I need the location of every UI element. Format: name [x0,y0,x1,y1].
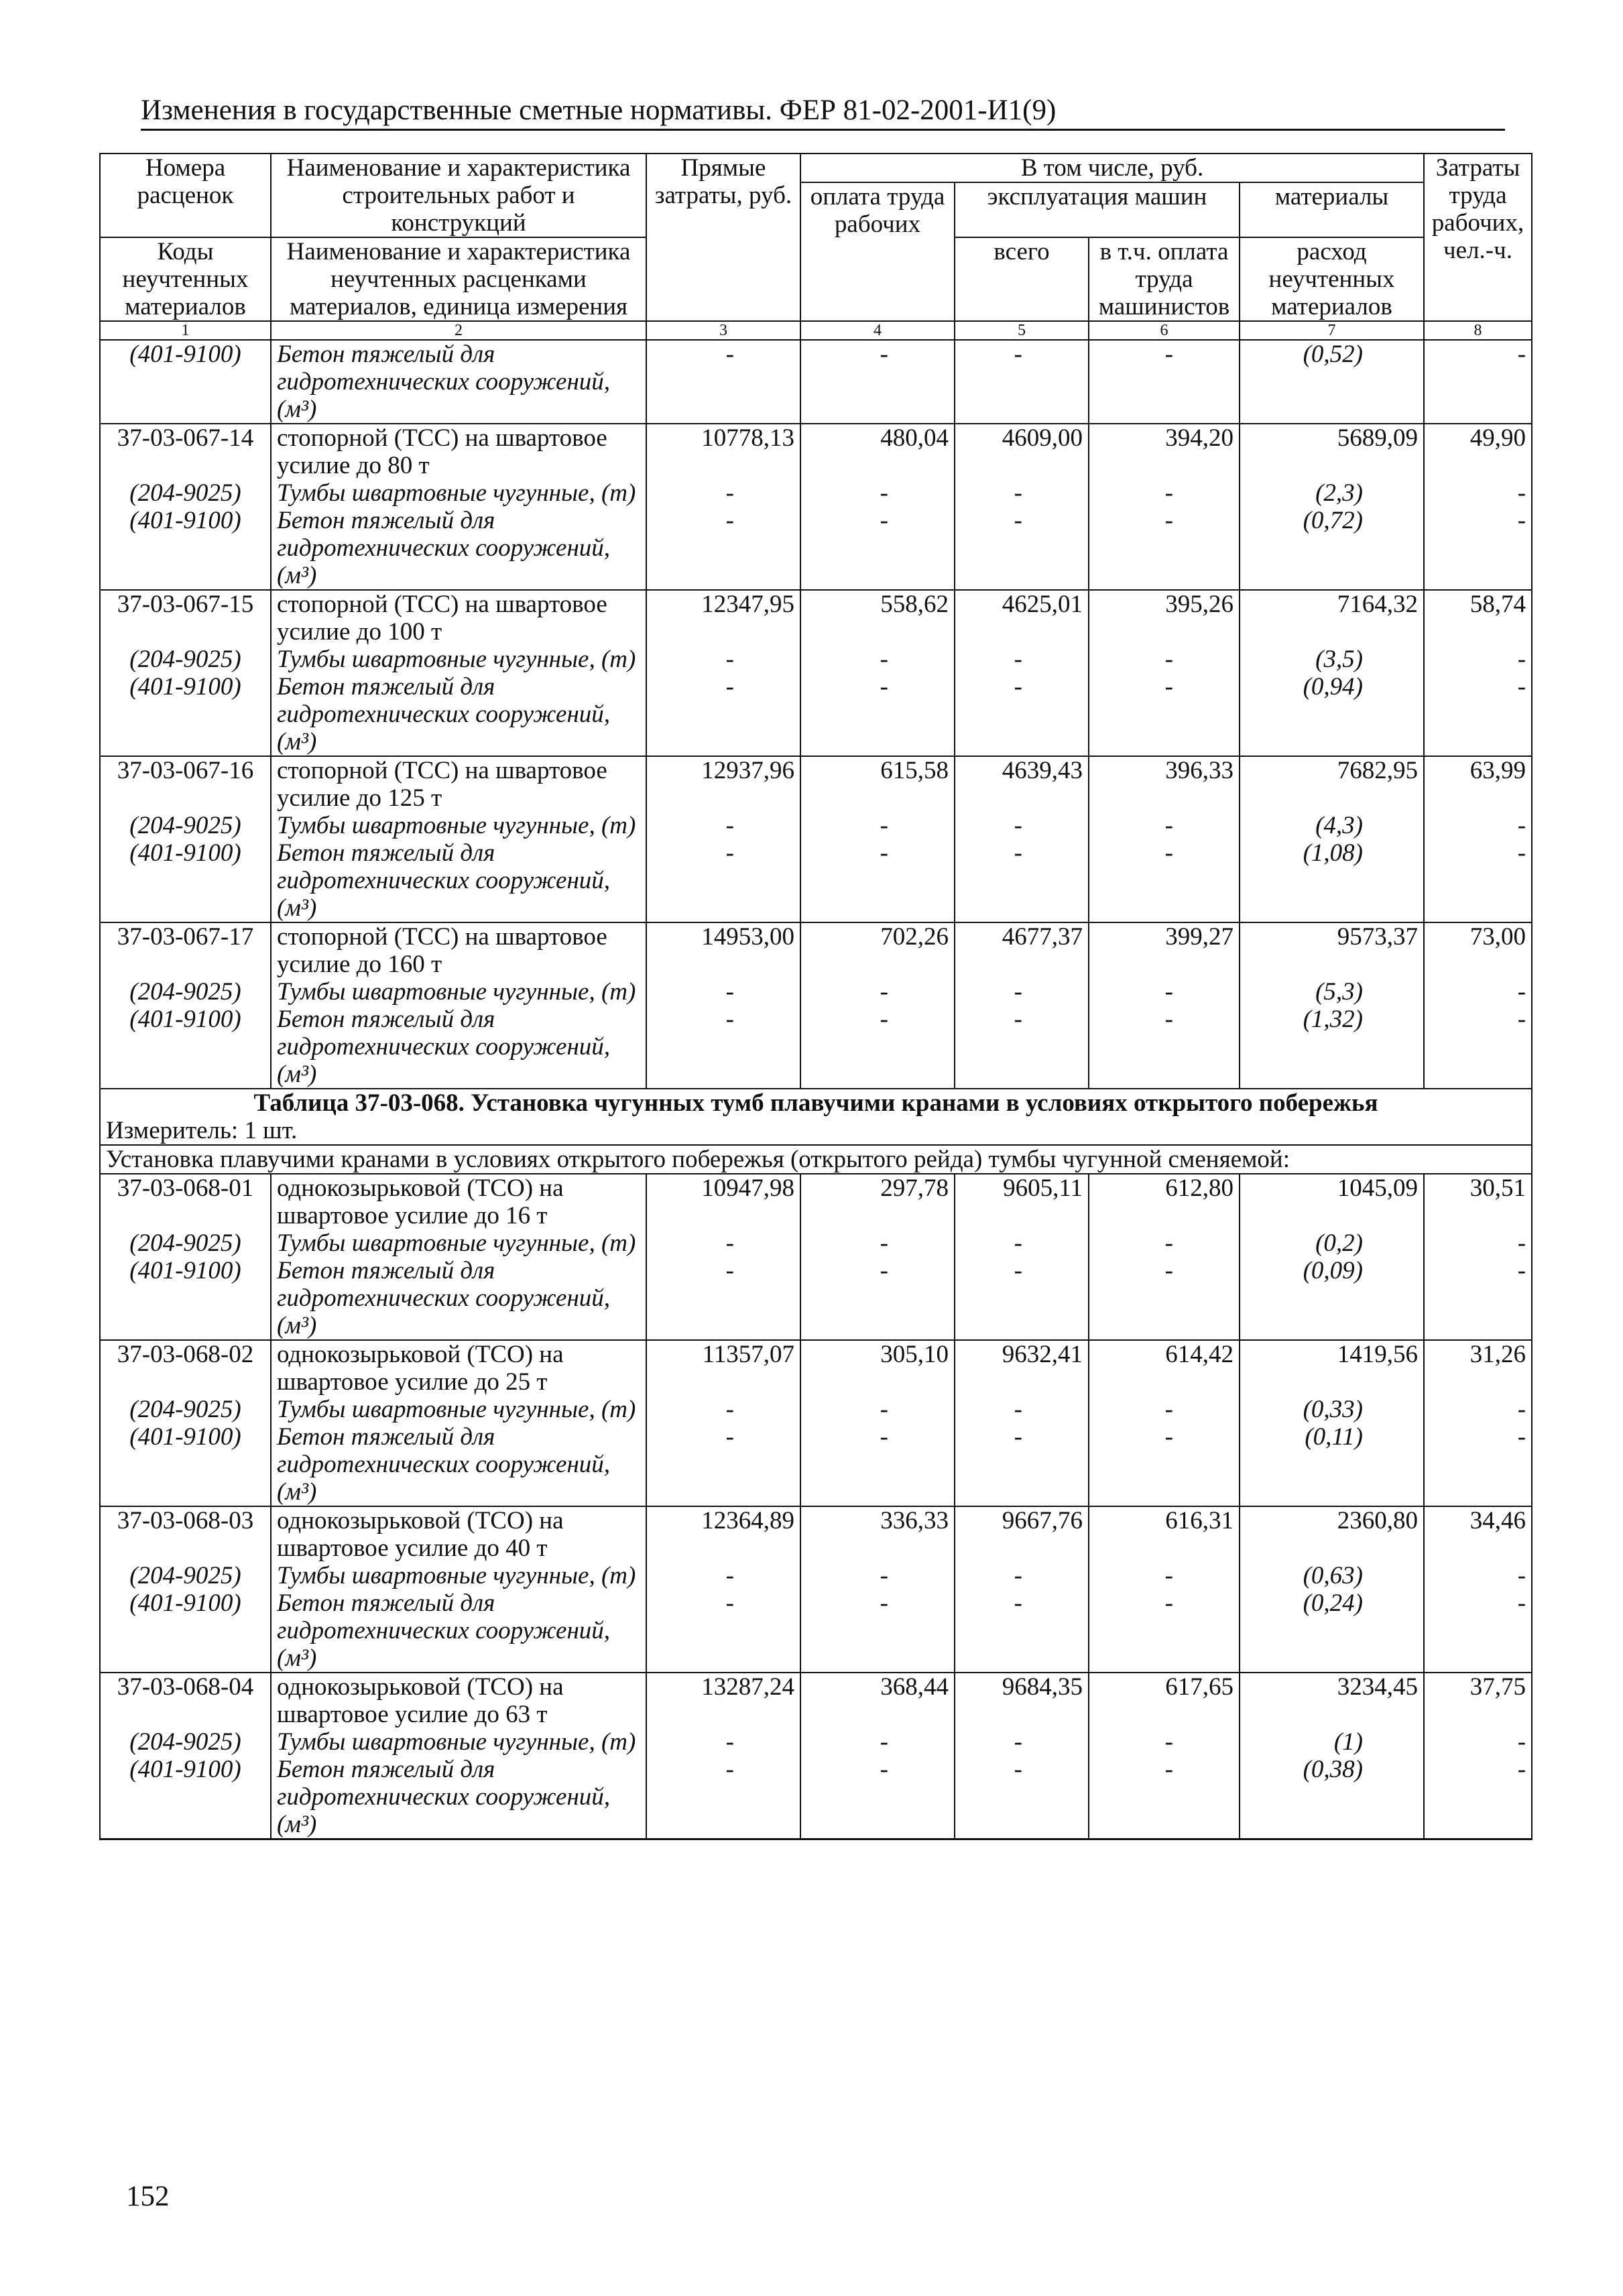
machines-cell: 9667,76 [955,1506,1089,1562]
material-row [100,1423,1532,1506]
direct-cost-cell: - [646,978,800,1006]
material-row [100,1229,1532,1257]
wages-cell: 305,10 [800,1340,955,1396]
labor-cell: 58,74 [1424,590,1532,646]
rate-row [100,1673,1532,1728]
machines-cell: - [955,1756,1089,1839]
table-unit: Измеритель: 1 шт. [100,1117,1532,1145]
labor-cell: - [1424,1728,1532,1756]
machines-cell: 4625,01 [955,590,1089,646]
direct-cost-cell: - [646,812,800,839]
materials-cell: (1,08) [1240,839,1424,922]
code-cell: 37-03-067-16 [100,756,271,812]
machines-cell: 9632,41 [955,1340,1089,1396]
col-head-machines: эксплуатация машин [955,182,1240,237]
rate-row [100,756,1532,812]
name-cell: Бетон тяжелый для гидротехнических сооружений, (м³) [271,1756,646,1839]
code-cell: (204-9025) [100,1562,271,1589]
materials-cell: 1419,56 [1240,1340,1424,1396]
code-cell: (204-9025) [100,812,271,839]
material-row [100,507,1532,590]
machines-cell: - [955,1257,1089,1340]
material-row [100,1589,1532,1673]
wages-cell: 480,04 [800,424,955,479]
code-cell: (204-9025) [100,646,271,673]
machines-cell: - [955,978,1089,1006]
labor-cell: - [1424,1589,1532,1673]
wages-cell: - [800,1589,955,1673]
machines-cell: 9605,11 [955,1174,1089,1229]
materials-cell: (0,24) [1240,1589,1424,1673]
wages-cell: - [800,646,955,673]
code-cell: (204-9025) [100,1728,271,1756]
labor-cell: - [1424,812,1532,839]
col-head-direct-costs: Прямые затраты, руб. [646,154,800,321]
operator-cell: 395,26 [1089,590,1240,646]
materials-cell: (0,09) [1240,1257,1424,1340]
operator-cell: - [1089,1229,1240,1257]
materials-cell: 1045,09 [1240,1174,1424,1229]
material-row [100,673,1532,756]
operator-cell: - [1089,1756,1240,1839]
machines-cell: - [955,1229,1089,1257]
wages-cell: 558,62 [800,590,955,646]
code-cell: (401-9100) [100,1006,271,1089]
direct-cost-cell: - [646,1728,800,1756]
material-row [100,340,1532,424]
direct-cost-cell: 10947,98 [646,1174,800,1229]
name-cell: Тумбы швартовные чугунные, (т) [271,646,646,673]
code-cell: (401-9100) [100,1257,271,1340]
wages-cell: - [800,1229,955,1257]
materials-cell: 3234,45 [1240,1673,1424,1728]
operator-cell: 396,33 [1089,756,1240,812]
code-cell: (204-9025) [100,479,271,507]
direct-cost-cell: - [646,1396,800,1423]
col-head-material-name: Наименование и характеристика неучтенных расценками материалов, единица измерения [271,237,646,321]
materials-cell: (1) [1240,1728,1424,1756]
table-title: Таблица 37-03-068. Установка чугунных тумб плавучими кранами в условиях открытого побережья [100,1089,1532,1117]
page-header: Изменения в государственные сметные нормативы. ФЕР 81-02-2001-И1(9) [141,94,1505,131]
machines-cell: - [955,646,1089,673]
name-cell: однокозырьковой (ТСО) на швартовое усилие до 16 т [271,1174,646,1229]
materials-cell: (4,3) [1240,812,1424,839]
materials-cell: (0,63) [1240,1562,1424,1589]
machines-cell: - [955,812,1089,839]
col-head-wages: оплата труда рабочих [800,182,955,321]
labor-cell: - [1424,1562,1532,1589]
direct-cost-cell: 12364,89 [646,1506,800,1562]
labor-cell: 34,46 [1424,1506,1532,1562]
rates-table [99,153,1532,1840]
materials-cell: (0,33) [1240,1396,1424,1423]
operator-cell: - [1089,978,1240,1006]
code-cell: 37-03-068-01 [100,1174,271,1229]
direct-cost-cell: - [646,1423,800,1506]
materials-cell: 7164,32 [1240,590,1424,646]
machines-cell: - [955,340,1089,424]
direct-cost-cell: - [646,646,800,673]
col-head-machines-total: всего [955,237,1089,321]
materials-cell: (5,3) [1240,978,1424,1006]
materials-cell: (0,11) [1240,1423,1424,1506]
materials-cell: (0,52) [1240,340,1424,424]
direct-cost-cell: - [646,1257,800,1340]
col-head-including: В том числе, руб. [800,154,1424,182]
direct-cost-cell: - [646,340,800,424]
machines-cell: - [955,1728,1089,1756]
col-head-operator-wages: в т.ч. оплата труда машинистов [1089,237,1240,321]
name-cell: стопорной (ТСС) на швартовое усилие до 160 т [271,922,646,978]
operator-cell: 612,80 [1089,1174,1240,1229]
wages-cell: - [800,479,955,507]
operator-cell: 399,27 [1089,922,1240,978]
operator-cell: - [1089,1562,1240,1589]
labor-cell: 63,99 [1424,756,1532,812]
material-row [100,839,1532,922]
operator-cell: - [1089,1006,1240,1089]
direct-cost-cell: 10778,13 [646,424,800,479]
machines-cell: - [955,1396,1089,1423]
labor-cell: 30,51 [1424,1174,1532,1229]
wages-cell: - [800,1257,955,1340]
wages-cell: - [800,507,955,590]
machines-cell: - [955,1006,1089,1089]
rate-row [100,1340,1532,1396]
materials-cell: 5689,09 [1240,424,1424,479]
direct-cost-cell: - [646,839,800,922]
materials-cell: (0,38) [1240,1756,1424,1839]
col-head-materials: материалы [1240,182,1424,237]
wages-cell: 336,33 [800,1506,955,1562]
name-cell: Бетон тяжелый для гидротехнических сооружений, (м³) [271,507,646,590]
labor-cell: 49,90 [1424,424,1532,479]
direct-cost-cell: 11357,07 [646,1340,800,1396]
labor-cell: - [1424,1006,1532,1089]
wages-cell: 615,58 [800,756,955,812]
column-number: 6 [1089,321,1240,340]
column-number: 3 [646,321,800,340]
direct-cost-cell: - [646,507,800,590]
labor-cell: - [1424,340,1532,424]
name-cell: Бетон тяжелый для гидротехнических сооружений, (м³) [271,1257,646,1340]
wages-cell: 702,26 [800,922,955,978]
labor-cell: - [1424,1229,1532,1257]
name-cell: Бетон тяжелый для гидротехнических сооружений, (м³) [271,1589,646,1673]
labor-cell: - [1424,507,1532,590]
labor-cell: 31,26 [1424,1340,1532,1396]
code-cell: 37-03-068-03 [100,1506,271,1562]
machines-cell: - [955,1562,1089,1589]
operator-cell: 394,20 [1089,424,1240,479]
col-head-labor: Затраты труда рабочих, чел.-ч. [1424,154,1532,321]
wages-cell: - [800,839,955,922]
materials-cell: 9573,37 [1240,922,1424,978]
name-cell: Бетон тяжелый для гидротехнических сооружений, (м³) [271,673,646,756]
name-cell: Тумбы швартовные чугунные, (т) [271,812,646,839]
page-number: 152 [126,2181,170,2212]
direct-cost-cell: - [646,673,800,756]
name-cell: стопорной (ТСС) на швартовое усилие до 125 т [271,756,646,812]
labor-cell: 37,75 [1424,1673,1532,1728]
code-cell: 37-03-067-14 [100,424,271,479]
machines-cell: 4639,43 [955,756,1089,812]
name-cell: Бетон тяжелый для гидротехнических сооружений, (м³) [271,839,646,922]
machines-cell: - [955,507,1089,590]
column-number: 2 [271,321,646,340]
name-cell: Бетон тяжелый для гидротехнических сооружений, (м³) [271,1006,646,1089]
machines-cell: - [955,673,1089,756]
wages-cell: - [800,340,955,424]
materials-cell: (0,72) [1240,507,1424,590]
material-row [100,1562,1532,1589]
direct-cost-cell: - [646,479,800,507]
operator-cell: - [1089,839,1240,922]
name-cell: Тумбы швартовные чугунные, (т) [271,479,646,507]
col-head-rate-codes: Номера расценок [100,154,271,237]
operator-cell: - [1089,673,1240,756]
machines-cell: 4677,37 [955,922,1089,978]
materials-cell: (2,3) [1240,479,1424,507]
column-number: 8 [1424,321,1532,340]
wages-cell: - [800,1728,955,1756]
operator-cell: - [1089,812,1240,839]
wages-cell: 297,78 [800,1174,955,1229]
direct-cost-cell: 12937,96 [646,756,800,812]
code-cell: (401-9100) [100,340,271,424]
wages-cell: 368,44 [800,1673,955,1728]
table-description: Установка плавучими кранами в условиях открытого побережья (открытого рейда) тумбы чугунной сменяемой: [100,1145,1532,1174]
material-row [100,1728,1532,1756]
code-cell: 37-03-068-02 [100,1340,271,1396]
operator-cell: - [1089,340,1240,424]
name-cell: Тумбы швартовные чугунные, (т) [271,1229,646,1257]
direct-cost-cell: 14953,00 [646,922,800,978]
direct-cost-cell: - [646,1006,800,1089]
code-cell: 37-03-067-15 [100,590,271,646]
column-number: 4 [800,321,955,340]
rate-row [100,424,1532,479]
direct-cost-cell: 13287,24 [646,1673,800,1728]
name-cell: Тумбы швартовные чугунные, (т) [271,978,646,1006]
wages-cell: - [800,978,955,1006]
wages-cell: - [800,673,955,756]
labor-cell: - [1424,839,1532,922]
code-cell: (204-9025) [100,1396,271,1423]
name-cell: однокозырьковой (ТСО) на швартовое усилие до 25 т [271,1340,646,1396]
labor-cell: - [1424,479,1532,507]
wages-cell: - [800,1423,955,1506]
wages-cell: - [800,812,955,839]
labor-cell: - [1424,978,1532,1006]
direct-cost-cell: - [646,1589,800,1673]
code-cell: (401-9100) [100,507,271,590]
operator-cell: - [1089,1589,1240,1673]
wages-cell: - [800,1756,955,1839]
wages-cell: - [800,1006,955,1089]
name-cell: Тумбы швартовные чугунные, (т) [271,1562,646,1589]
operator-cell: - [1089,507,1240,590]
operator-cell: - [1089,1728,1240,1756]
col-head-material-codes: Коды неучтенных материалов [100,237,271,321]
name-cell: однокозырьковой (ТСО) на швартовое усилие до 63 т [271,1673,646,1728]
labor-cell: 73,00 [1424,922,1532,978]
operator-cell: - [1089,1257,1240,1340]
materials-cell: (0,94) [1240,673,1424,756]
rate-row [100,922,1532,978]
operator-cell: - [1089,1423,1240,1506]
labor-cell: - [1424,673,1532,756]
code-cell: 37-03-068-04 [100,1673,271,1728]
col-head-material-consumption: расход неучтенных материалов [1240,237,1424,321]
name-cell: Бетон тяжелый для гидротехнических сооружений, (м³) [271,1423,646,1506]
labor-cell: - [1424,646,1532,673]
material-row [100,1257,1532,1340]
material-row [100,812,1532,839]
column-number: 7 [1240,321,1424,340]
materials-cell: (3,5) [1240,646,1424,673]
material-row [100,978,1532,1006]
material-row [100,1756,1532,1839]
machines-cell: - [955,479,1089,507]
code-cell: (204-9025) [100,1229,271,1257]
rate-row [100,1506,1532,1562]
wages-cell: - [800,1396,955,1423]
name-cell: однокозырьковой (ТСО) на швартовое усилие до 40 т [271,1506,646,1562]
material-row [100,646,1532,673]
direct-cost-cell: - [646,1229,800,1257]
material-row [100,479,1532,507]
direct-cost-cell: - [646,1756,800,1839]
material-row [100,1396,1532,1423]
name-cell: стопорной (ТСС) на швартовое усилие до 100 т [271,590,646,646]
machines-cell: - [955,1423,1089,1506]
operator-cell: 617,65 [1089,1673,1240,1728]
machines-cell: 9684,35 [955,1673,1089,1728]
rate-row [100,590,1532,646]
column-number: 5 [955,321,1089,340]
materials-cell: (0,2) [1240,1229,1424,1257]
direct-cost-cell: - [646,1562,800,1589]
materials-cell: 7682,95 [1240,756,1424,812]
code-cell: (204-9025) [100,978,271,1006]
code-cell: (401-9100) [100,1423,271,1506]
machines-cell: 4609,00 [955,424,1089,479]
operator-cell: 614,42 [1089,1340,1240,1396]
column-number: 1 [100,321,271,340]
col-head-work-name: Наименование и характеристика строительных работ и конструкций [271,154,646,237]
name-cell: стопорной (ТСС) на швартовое усилие до 80 т [271,424,646,479]
materials-cell: 2360,80 [1240,1506,1424,1562]
code-cell: 37-03-067-17 [100,922,271,978]
code-cell: (401-9100) [100,1756,271,1839]
labor-cell: - [1424,1423,1532,1506]
operator-cell: - [1089,479,1240,507]
name-cell: Тумбы швартовные чугунные, (т) [271,1396,646,1423]
labor-cell: - [1424,1756,1532,1839]
labor-cell: - [1424,1396,1532,1423]
operator-cell: - [1089,646,1240,673]
code-cell: (401-9100) [100,1589,271,1673]
name-cell: Бетон тяжелый для гидротехнических сооружений, (м³) [271,340,646,424]
materials-cell: (1,32) [1240,1006,1424,1089]
machines-cell: - [955,839,1089,922]
name-cell: Тумбы швартовные чугунные, (т) [271,1728,646,1756]
labor-cell: - [1424,1257,1532,1340]
wages-cell: - [800,1562,955,1589]
code-cell: (401-9100) [100,839,271,922]
material-row [100,1006,1532,1089]
direct-cost-cell: 12347,95 [646,590,800,646]
operator-cell: - [1089,1396,1240,1423]
operator-cell: 616,31 [1089,1506,1240,1562]
code-cell: (401-9100) [100,673,271,756]
machines-cell: - [955,1589,1089,1673]
rate-row [100,1174,1532,1229]
